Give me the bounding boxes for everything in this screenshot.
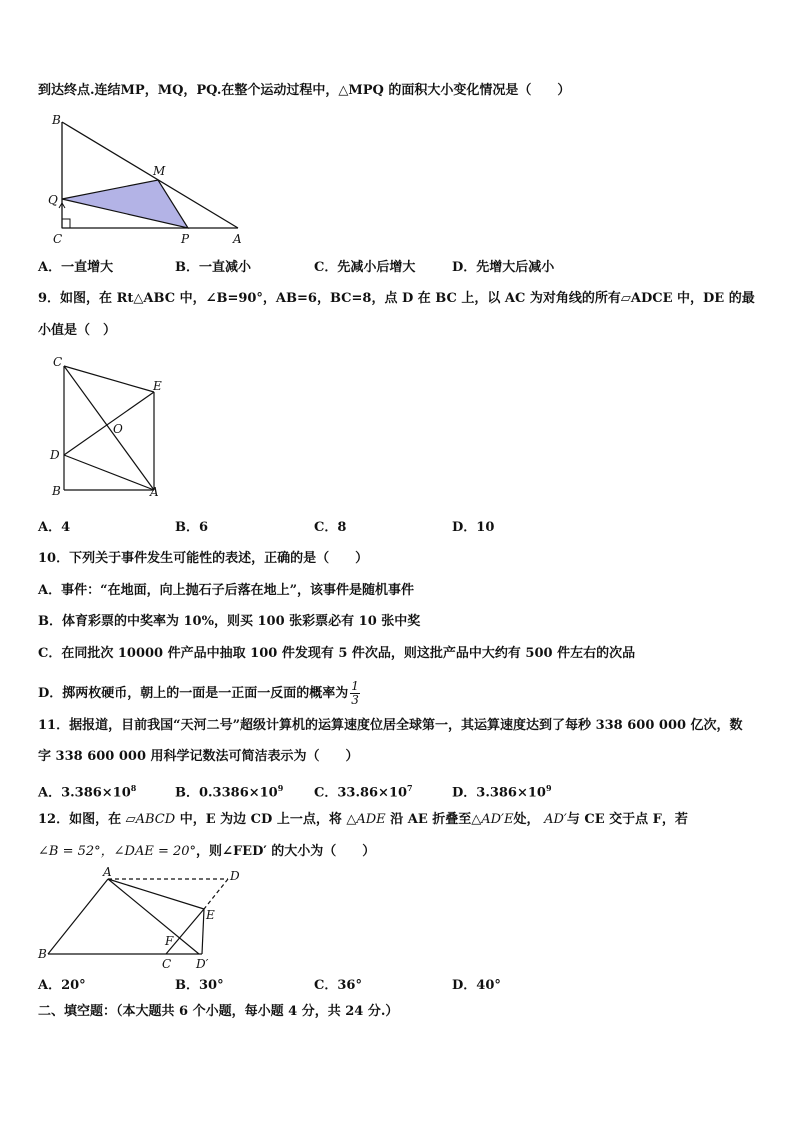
triangle-icon: △ [346,812,357,827]
q9-option-a: A．4 [38,520,71,535]
q11-stem-line1: 11．据报道，目前我国“天河二号”超级计算机的运算速度位居全球第一，其运算速度达到了每秒 338 600 000 亿次，数 [38,718,743,733]
label-o: O [113,422,123,436]
q9-stem-line2: 小值是（ ） [38,323,117,338]
q10-option-a: A．事件：“在地面，向上抛石子后落在地上”，该事件是随机事件 [38,583,415,598]
q10-option-d-text: D．掷两枚硬币，朝上的一面是一正面一反面的概率为 [38,686,349,701]
label-e: E [206,908,215,922]
q12-question: ，则∠FED′ 的大小为（ ） [196,844,376,859]
q12-segment: AD′ [544,812,567,827]
q9-option-d: D．10 [452,520,495,535]
parallelogram-icon: ▱ [125,812,136,827]
q11-option-c-exp: 7 [407,783,413,793]
label-c: C [53,232,63,246]
q10-stem: 10．下列关于事件发生可能性的表述，正确的是（ ） [38,551,369,566]
q11-option-d-base: D．3.386×10 [452,785,546,801]
q9-figure [42,352,182,502]
q12-stem-line2 [38,843,375,861]
label-b: B [52,113,61,127]
label-d: D [50,448,60,462]
q12-parallelogram-name: ABCD [135,812,176,827]
q12-text-3: 沿 AE 折叠至△ [390,812,482,827]
q11-option-a-base: A．3.386×10 [38,785,131,801]
q12-triangle-name: ADE [356,812,386,827]
q8-option-d: D．先增大后减小 [452,260,555,275]
q12-given-angles: ∠B = 52°，∠DAE = 20° [38,844,197,859]
q11-option-d-exp: 9 [545,783,552,793]
label-c: C [53,355,63,369]
q11-option-a [38,779,136,802]
fraction-denominator: 3 [351,693,359,707]
q12-option-c: C．36° [314,978,362,993]
label-m: M [153,164,166,178]
q12-text-4: 处， [513,812,540,827]
q8-option-a: A．一直增大 [38,260,114,275]
q8-option-c: C．先减小后增大 [314,260,416,275]
q12-option-a: A．20° [38,978,86,993]
q11-option-c-base: C．33.86×10 [314,785,408,801]
q11-option-c [314,779,413,802]
q10-option-b: B．体育彩票的中奖率为 10%，则买 100 张彩票必有 10 张中奖 [38,614,421,629]
label-f: F [165,934,174,948]
q12-text-1: 12．如图，在 [38,812,122,827]
q9-option-b: B．6 [175,520,209,535]
fraction-numerator: 1 [351,679,359,693]
q10-option-c: C．在同批次 10000 件产品中抽取 100 件发现有 5 件次品，则这批产品中大约有 500 件左右的次品 [38,646,636,661]
q11-option-b-base: B．0.3386×10 [175,785,278,801]
q12-text-5: 与 CE 交于点 F，若 [566,812,688,827]
q9-stem-line1: 9．如图，在 Rt△ABC 中，∠B=90°，AB=6，BC=8，点 D 在 BC 上，以 AC 为对角线的所有▱ADCE 中，DE 的最 [38,291,755,306]
q12-figure [36,864,256,974]
q9-option-c: C．8 [314,520,347,535]
section-heading: 二、填空题：（本大题共 6 个小题，每小题 4 分，共 24 分.） [38,1004,399,1019]
q8-figure [40,112,260,247]
q12-text-2: 中，E 为边 CD 上一点，将 [179,812,342,827]
q10-option-d [38,680,360,707]
fraction [350,680,360,707]
label-a: A [233,232,242,246]
label-q: Q [48,193,58,207]
label-b: B [38,947,47,961]
label-d: D [230,869,240,883]
label-a: A [150,485,159,499]
q11-option-b [175,779,283,802]
q11-option-d [452,779,552,802]
q11-option-a-exp: 8 [130,783,137,793]
label-d-prime: D′ [196,957,209,971]
q11-stem-line2: 字 338 600 000 用科学记数法可简洁表示为（ ） [38,749,359,764]
q12-stem-line1 [38,811,688,829]
label-a: A [103,865,112,879]
label-b: B [52,484,61,498]
q8-option-b: B．一直减小 [175,260,251,275]
q11-option-b-exp: 9 [277,783,284,793]
q12-option-d: D．40° [452,978,501,993]
label-e: E [153,379,162,393]
q12-option-b: B．30° [175,978,224,993]
q12-folded-triangle: AD′E [481,812,514,827]
q8-stem: 到达终点.连结MP，MQ，PQ.在整个运动过程中，△MPQ 的面积大小变化情况是（ ） [38,83,571,98]
label-c: C [162,957,172,971]
label-p: P [181,232,190,246]
